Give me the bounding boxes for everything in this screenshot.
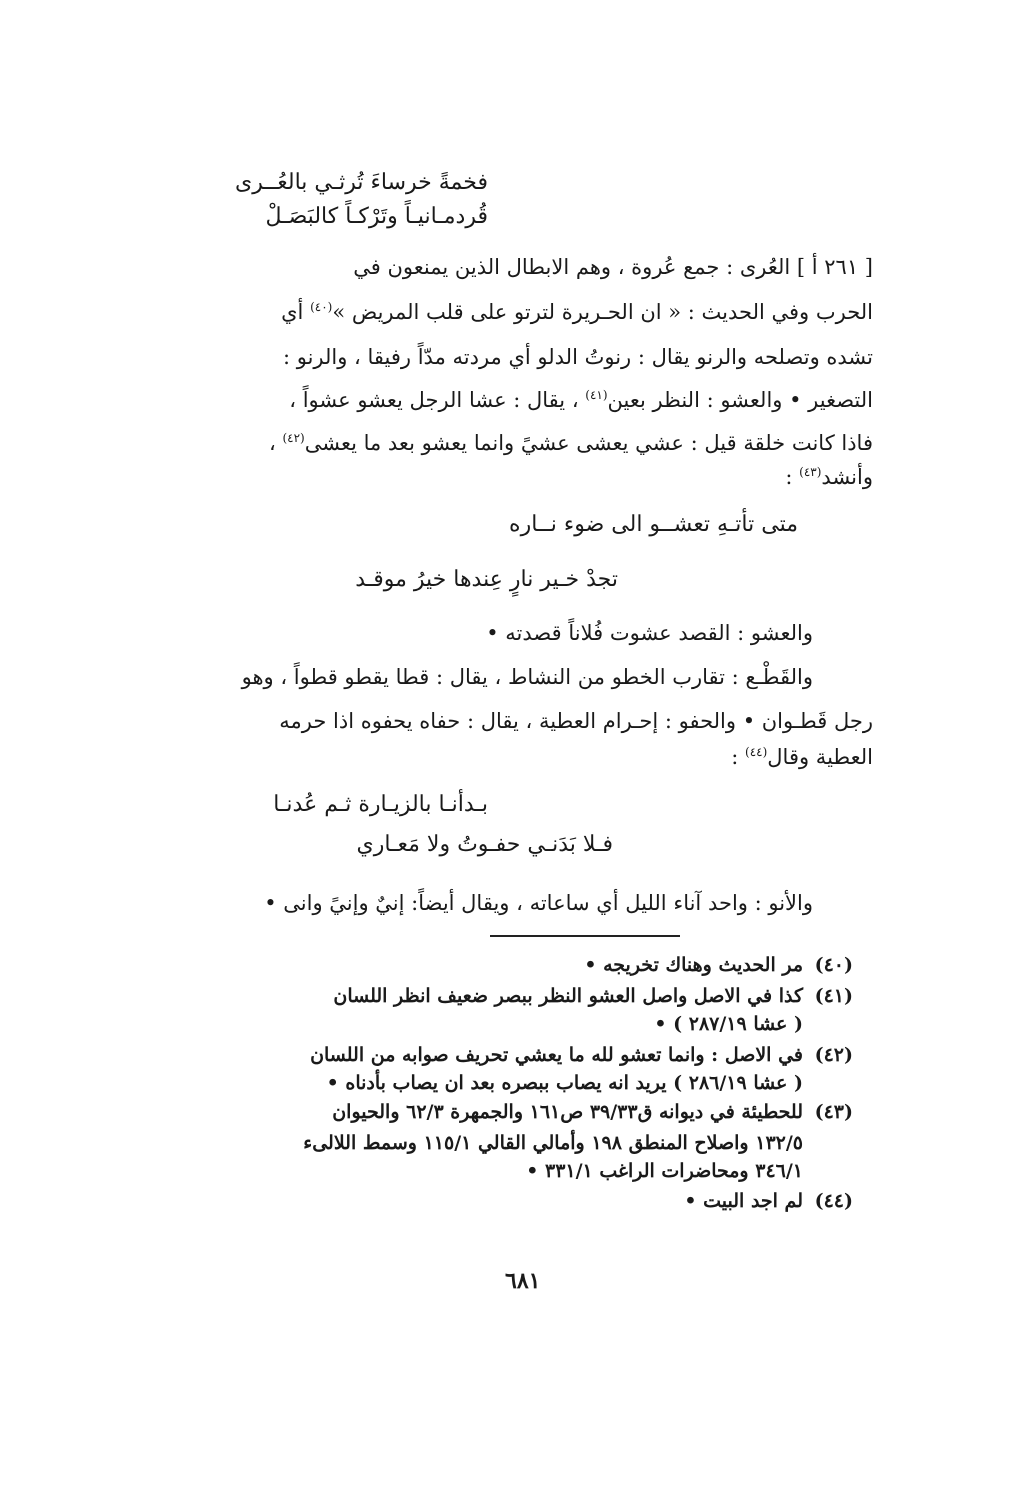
footnote-text: لم اجد البيت • <box>684 1190 803 1212</box>
paragraph-1-line-5-tail: ، <box>268 431 283 455</box>
footnote-ref-44: (٤٤) <box>745 745 768 759</box>
paragraph-2-line-4-tail: : <box>731 745 746 769</box>
paragraph-2-line-1: والعشو : القصد عشوت فُلاناً قصدته • <box>486 621 813 645</box>
footnote-text: مر الحديث وهناك تخريجه • <box>584 954 803 976</box>
verse-1-line-1: فخمةً خرساءَ تُرثـي بالعُــرى <box>235 170 488 195</box>
paragraph-1-line-6-tail: : <box>785 465 800 489</box>
verse-1-line-2: قُردمـانيـاً وتَرْكـاً كالبَصَـلْ <box>265 204 488 229</box>
page-number: ٦٨١ <box>505 1268 541 1294</box>
paragraph-2-line-3: رجل قَطـوان • والحفو : إحـرام العطية ، يقال : حفاه يحفوه اذا حرمه <box>279 709 873 733</box>
verse-3-line-2: فـلا بَدَنـي حفـوتُ ولا مَعـاري <box>356 832 613 857</box>
paragraph-1-line-5-text: فاذا كانت خلقة قيل : عشي يعشى عشيً وانما يعشو بعد ما يعشى <box>304 431 873 455</box>
footnote-ref-41: (٤١) <box>585 388 608 402</box>
verse-2-line-2: تجدْ خـير نارٍ عِندها خيرُ موقـد <box>355 567 618 592</box>
footnote-number: (٤٢) <box>814 1044 853 1066</box>
footnote-number: (٤١) <box>814 985 853 1007</box>
paragraph-1-line-6 <box>785 462 873 492</box>
footnote-ref-43: (٤٣) <box>799 465 822 479</box>
paragraph-1-line-4-text: التصغير • والعشو : النظر بعين <box>607 388 873 412</box>
paragraph-1-line-5 <box>269 428 873 458</box>
footnote-text: ( عشا ٢٨٦/١٩ ) يريد انه يصاب ببصره بعد ان يصاب بأدناه • <box>326 1072 803 1094</box>
footnote-text: ( عشا ٢٨٧/١٩ ) • <box>654 1013 803 1035</box>
footnote-text: في الاصل : وانما تعشو لله ما يعشي تحريف صوابه من اللسان <box>310 1044 803 1066</box>
paragraph-1-line-3: تشده وتصلحه والرنو يقال : رنوتُ الدلو أي مردته مدّاً رفيقا ، والرنو : <box>282 345 873 369</box>
paragraph-3-line-1: والأنو : واحد آناء الليل أي ساعاته ، ويقال أيضاً: إنيٌ وإنيً وانى • <box>264 891 813 915</box>
paragraph-1-line-1: [ ٢٦١ أ ] العُرى : جمع عُروة ، وهم الابطال الذين يمنعون في <box>353 255 873 279</box>
footnote-text: ١٣٢/٥ واصلاح المنطق ١٩٨ وأمالي القالي ١١٥/١ وسمط اللالىء <box>303 1132 803 1154</box>
paragraph-2-line-4 <box>731 742 873 772</box>
footnote-text: كذا في الاصل واصل العشو النظر ببصر ضعيف انظر اللسان <box>333 985 803 1007</box>
footnote-text: للحطيئة في ديوانه ق٣٩/٣٣ ص١٦١ والجمهرة ٦٢/٣ والحيوان <box>332 1101 803 1123</box>
paragraph-1-line-4 <box>289 385 873 415</box>
verse-3-line-1: بـدأنـا بالزيـارة ثـم عُدنـا <box>273 792 488 817</box>
paragraph-1-line-2 <box>281 297 873 327</box>
footnote-separator <box>490 935 680 937</box>
paragraph-1-line-4-tail: ، يقال : عشا الرجل يعشو عشواً ، <box>289 388 586 412</box>
paragraph-2-line-2: والقَطْـع : تقارب الخطو من النشاط ، يقال : قطا يقطو قطواً ، وهو <box>241 665 813 689</box>
paragraph-2-line-4-text: العطية وقال <box>767 745 873 769</box>
footnote-ref-42: (٤٢) <box>282 431 305 445</box>
footnote-number: (٤٠) <box>814 954 853 976</box>
paragraph-1-line-2-text: الحرب وفي الحديث : « ان الحـريرة لترتو على قلب المريض » <box>332 300 873 324</box>
footnote-number: (٤٤) <box>814 1190 853 1212</box>
footnote-number: (٤٣) <box>814 1101 853 1123</box>
verse-2-line-1: متى تأتـهِ تعشــو الى ضوء نــاره <box>509 512 798 537</box>
footnote-ref-40: (٤٠) <box>310 300 333 314</box>
paragraph-1-line-2-tail: أي <box>281 300 311 324</box>
paragraph-1-line-6-text: وأنشد <box>821 465 873 489</box>
footnote-text: ٣٤٦/١ ومحاضرات الراغب ٣٣١/١ • <box>526 1160 803 1182</box>
